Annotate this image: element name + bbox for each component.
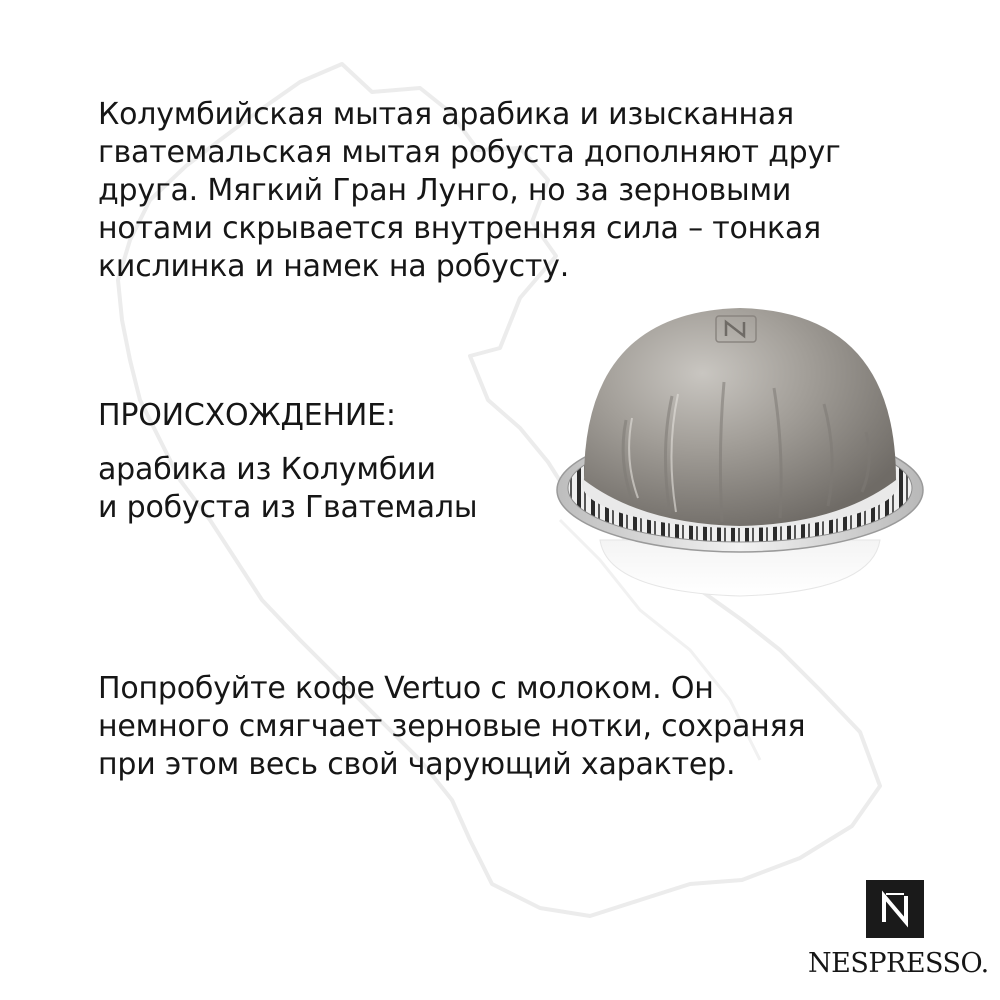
milk-note-line: немного смягчает зерновые нотки, сохраняя: [98, 709, 806, 744]
brand-wordmark-dot: .: [980, 948, 989, 979]
milk-note-text: [98, 670, 805, 784]
vertuo-capsule-image: [548, 300, 933, 600]
description-line: гватемальская мытая робуста дополняют друг: [98, 135, 841, 170]
description-text: [98, 96, 841, 286]
brand-wordmark: [808, 947, 989, 981]
description-line: друга. Мягкий Гран Лунго, но за зерновыми: [98, 173, 792, 208]
description-line: кислинка и намек на робусту.: [98, 249, 570, 284]
brand-wordmark-text: NESPRESSO: [808, 948, 981, 979]
origin-heading-label: ПРОИСХОЖДЕНИЕ:: [98, 398, 396, 433]
origin-text: [98, 451, 477, 527]
milk-note-line: Попробуйте кофе Vertuo с молоком. Он: [98, 671, 714, 706]
milk-note-line: при этом весь свой чарующий характер.: [98, 747, 736, 782]
nespresso-n-logo-icon: [866, 880, 924, 938]
description-line: нотами скрывается внутренняя сила – тонкая: [98, 211, 822, 246]
origin-line: и робуста из Гватемалы: [98, 490, 478, 525]
origin-line: арабика из Колумбии: [98, 452, 436, 487]
description-line: Колумбийская мытая арабика и изысканная: [98, 97, 794, 132]
origin-heading: [98, 397, 396, 435]
